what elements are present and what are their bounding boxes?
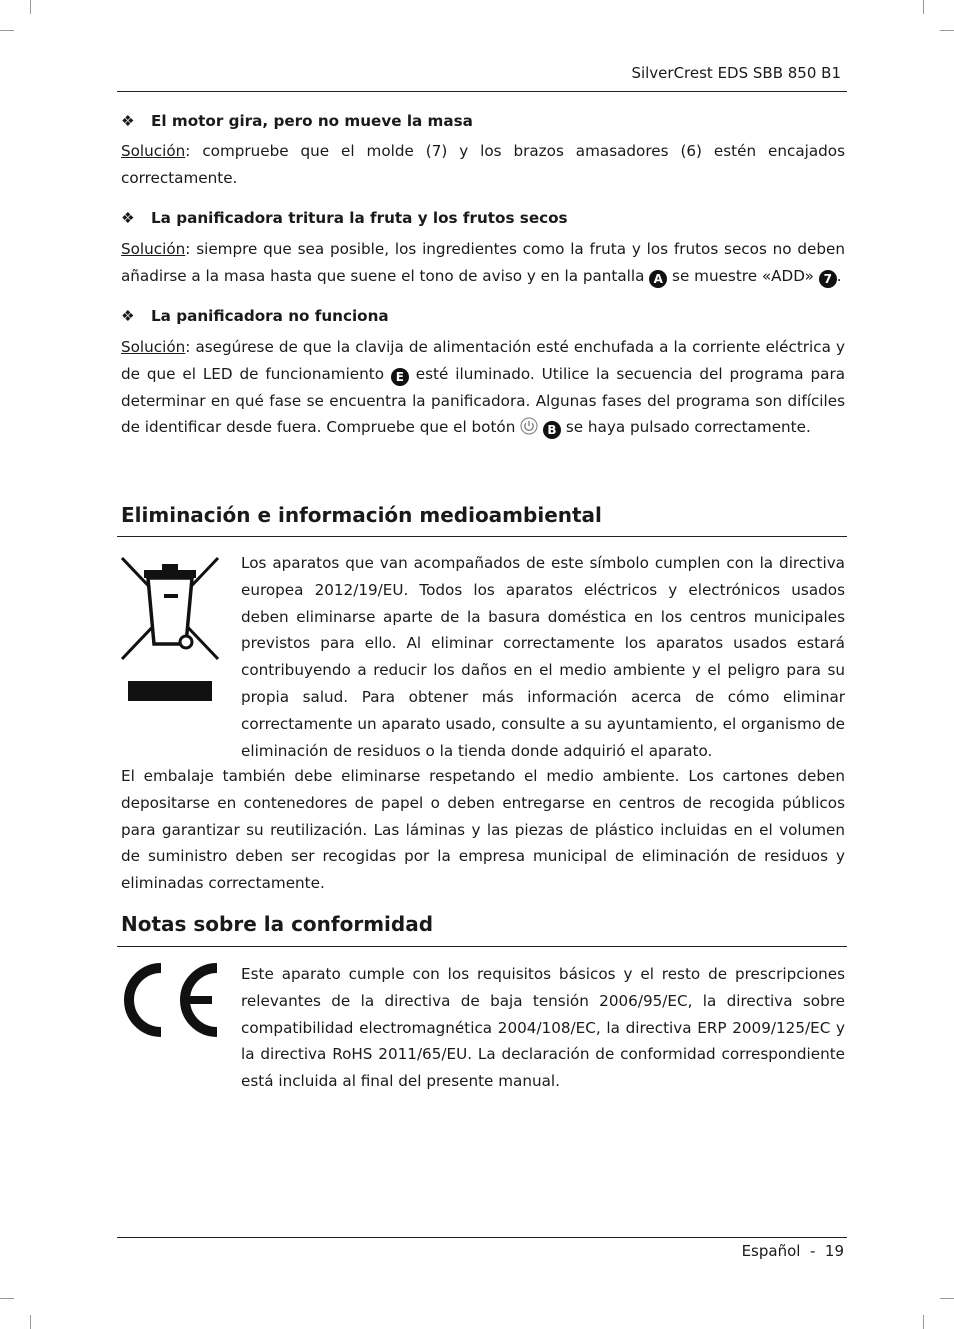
solution-label: Solución (121, 142, 186, 160)
solution-text: . (836, 266, 842, 285)
trouble-heading-text: La panificadora no funciona (151, 307, 389, 325)
solution-text: : asegúrese de que la clavija de alimentación esté enchufada a la corriente eléctrica y de que el LED de funcionamiento (121, 338, 845, 383)
crop-mark (940, 30, 954, 31)
power-button-icon (520, 417, 538, 435)
trouble-heading-text: El motor gira, pero no mueve la masa (151, 112, 473, 130)
conformity-title: Notas sobre la conformidad (121, 912, 434, 936)
crop-mark (940, 1298, 954, 1299)
section-rule (117, 536, 847, 537)
ce-mark-icon (120, 962, 222, 1040)
disposal-title: Eliminación e información medioambiental (121, 503, 602, 527)
packaging-text (121, 763, 845, 897)
trouble-heading-2 (121, 209, 568, 227)
weee-crossed-bin-icon (120, 556, 220, 706)
trouble-solution-2 (121, 236, 845, 290)
header-title: SilverCrest EDS SBB 850 B1 (631, 64, 841, 82)
button-b-badge-icon: B (543, 421, 561, 439)
footer-rule (117, 1237, 847, 1238)
conformity-text (241, 961, 845, 1095)
crop-mark (0, 30, 14, 31)
trouble-heading-3 (121, 307, 389, 325)
crop-mark (0, 1298, 14, 1299)
trouble-heading-text: La panificadora tritura la fruta y los frutos secos (151, 209, 568, 227)
number-7-badge-icon: 7 (819, 270, 837, 288)
weee-text (241, 550, 845, 764)
diamond-bullet-icon: ❖ (121, 209, 135, 227)
header-rule (117, 91, 847, 92)
trouble-solution-3 (121, 334, 845, 441)
solution-text: : siempre que sea posible, los ingredientes como la fruta y los frutos secos no deben añadirse a la masa hasta que suene el tono de aviso y en la pantalla (121, 240, 845, 285)
weee-paragraph: Los aparatos que van acompañados de este símbolo cumplen con la directiva europea 2012/19/EU. Todos los aparatos eléctricos y electrónicos usados deben eliminarse aparte de la basura doméstica en los centros municipales previstos para ello. Al eliminar correctamente los aparatos usados estará contribuyendo a reducir los daños en el medio ambiente y el peligro para su propia salud. Para obtener más información acerca de cómo eliminar correctamente un aparato usado, consulte a su ayuntamiento, el organismo de eliminación de residuos o la tienda donde adquirió el aparato. (241, 554, 845, 760)
trouble-solution-1 (121, 138, 845, 192)
solution-label: Solución (121, 338, 186, 356)
packaging-paragraph: El embalaje también debe eliminarse respetando el medio ambiente. Los cartones deben depositarse en contenedores de papel o deben entregarse en centros de recogida públicos para garantizar su reutilización. Las láminas y las piezas de plástico incluidas en el volumen de suministro deben ser recogidas por la empresa municipal de eliminación de residuos y eliminadas correctamente. (121, 767, 845, 893)
crop-mark (30, 1315, 31, 1329)
trouble-heading-1 (121, 112, 473, 130)
page-number: Español - 19 (741, 1242, 844, 1260)
solution-text: : compruebe que el molde (7) y los brazos amasadores (6) estén encajados correctamente. (121, 142, 845, 187)
section-rule (117, 946, 847, 947)
conformity-paragraph: Este aparato cumple con los requisitos básicos y el resto de prescripciones relevantes de la directiva de baja tensión 2006/95/EC, la directiva sobre compatibilidad electromagnética 2004/108/EC, la directiva ERP 2009/125/EC y la directiva RoHS 2011/65/EU. La declaración de conformidad correspondiente está incluida al final del presente manual. (241, 965, 845, 1091)
diamond-bullet-icon: ❖ (121, 307, 135, 325)
crop-mark (923, 0, 924, 14)
solution-text: esté iluminado. Utilice la secuencia del programa para determinar en qué fase se encuentra la panificadora. Algunas fases del programa son difíciles de identificar desde fuera. Compruebe que el botón (121, 364, 846, 437)
crop-mark (30, 0, 31, 14)
solution-label: Solución (121, 240, 186, 258)
diamond-bullet-icon: ❖ (121, 112, 135, 130)
led-e-badge-icon: E (391, 368, 409, 386)
solution-text: se haya pulsado correctamente. (561, 418, 811, 437)
display-a-badge-icon: A (649, 270, 667, 288)
crop-mark (923, 1315, 924, 1329)
solution-text: se muestre «ADD» (667, 266, 819, 285)
